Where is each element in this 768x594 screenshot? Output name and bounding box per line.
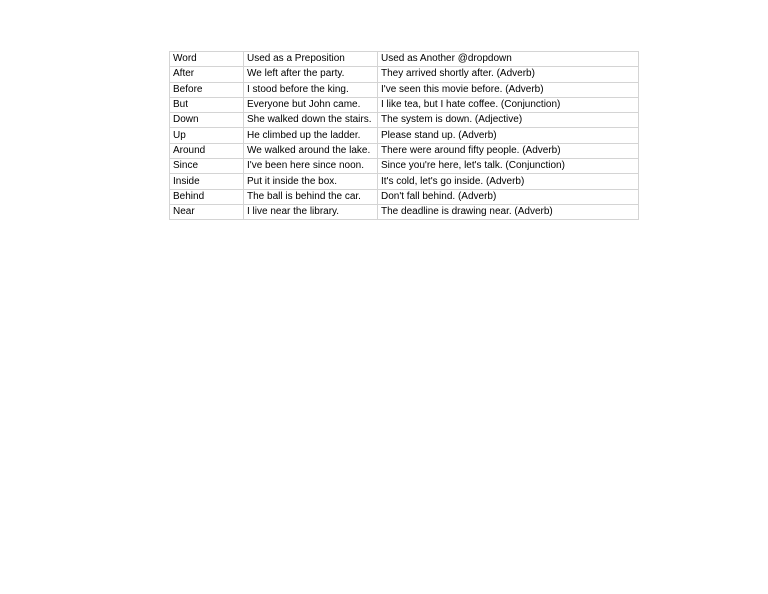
table-row bbox=[170, 128, 639, 143]
cell-another-use-example[interactable]: The system is down. (Adjective) bbox=[378, 113, 566, 128]
table-row bbox=[170, 143, 639, 158]
cell-word[interactable]: Down bbox=[170, 113, 244, 128]
cell-another-use-example[interactable]: I like tea, but I hate coffee. (Conjunction) bbox=[378, 97, 566, 112]
spreadsheet bbox=[169, 51, 639, 220]
cell-preposition-example[interactable]: I've been here since noon. bbox=[244, 159, 378, 174]
empty-cell[interactable] bbox=[565, 113, 638, 128]
cell-another-use-example[interactable]: The deadline is drawing near. (Adverb) bbox=[378, 204, 566, 219]
table-row bbox=[170, 97, 639, 112]
header-cell-preposition[interactable]: Used as a Preposition bbox=[244, 52, 378, 67]
cell-word[interactable]: Near bbox=[170, 204, 244, 219]
cell-word[interactable]: Since bbox=[170, 159, 244, 174]
empty-cell[interactable] bbox=[565, 174, 638, 189]
preposition-table bbox=[169, 51, 639, 220]
table-row bbox=[170, 82, 639, 97]
cell-another-use-example[interactable]: Don't fall behind. (Adverb) bbox=[378, 189, 566, 204]
cell-another-use-example[interactable]: I've seen this movie before. (Adverb) bbox=[378, 82, 566, 97]
header-row bbox=[170, 52, 639, 67]
cell-another-use-example[interactable]: They arrived shortly after. (Adverb) bbox=[378, 67, 566, 82]
cell-preposition-example[interactable]: We left after the party. bbox=[244, 67, 378, 82]
cell-word[interactable]: Up bbox=[170, 128, 244, 143]
cell-preposition-example[interactable]: Put it inside the box. bbox=[244, 174, 378, 189]
cell-another-use-example[interactable]: Since you're here, let's talk. (Conjunction) bbox=[378, 159, 566, 174]
empty-cell[interactable] bbox=[565, 128, 638, 143]
cell-word[interactable]: Around bbox=[170, 143, 244, 158]
cell-another-use-example[interactable]: Please stand up. (Adverb) bbox=[378, 128, 566, 143]
cell-word[interactable]: After bbox=[170, 67, 244, 82]
empty-cell[interactable] bbox=[565, 97, 638, 112]
cell-preposition-example[interactable]: The ball is behind the car. bbox=[244, 189, 378, 204]
table-row bbox=[170, 67, 639, 82]
cell-word[interactable]: Before bbox=[170, 82, 244, 97]
table-row bbox=[170, 159, 639, 174]
table-row bbox=[170, 189, 639, 204]
cell-word[interactable]: Inside bbox=[170, 174, 244, 189]
header-cell-word[interactable]: Word bbox=[170, 52, 244, 67]
cell-preposition-example[interactable]: We walked around the lake. bbox=[244, 143, 378, 158]
cell-preposition-example[interactable]: She walked down the stairs. bbox=[244, 113, 378, 128]
header-cell-another-use[interactable]: Used as Another @dropdown bbox=[378, 52, 566, 67]
empty-cell[interactable] bbox=[565, 52, 638, 67]
empty-cell[interactable] bbox=[565, 189, 638, 204]
cell-word[interactable]: Behind bbox=[170, 189, 244, 204]
cell-preposition-example[interactable]: I stood before the king. bbox=[244, 82, 378, 97]
cell-word[interactable]: But bbox=[170, 97, 244, 112]
cell-preposition-example[interactable]: He climbed up the ladder. bbox=[244, 128, 378, 143]
table-row bbox=[170, 113, 639, 128]
cell-another-use-example[interactable]: There were around fifty people. (Adverb) bbox=[378, 143, 566, 158]
empty-cell[interactable] bbox=[565, 67, 638, 82]
cell-preposition-example[interactable]: I live near the library. bbox=[244, 204, 378, 219]
cell-another-use-example[interactable]: It's cold, let's go inside. (Adverb) bbox=[378, 174, 566, 189]
table-row bbox=[170, 174, 639, 189]
table-row bbox=[170, 204, 639, 219]
empty-cell[interactable] bbox=[565, 159, 638, 174]
empty-cell[interactable] bbox=[565, 204, 638, 219]
empty-cell[interactable] bbox=[565, 82, 638, 97]
empty-cell[interactable] bbox=[565, 143, 638, 158]
cell-preposition-example[interactable]: Everyone but John came. bbox=[244, 97, 378, 112]
